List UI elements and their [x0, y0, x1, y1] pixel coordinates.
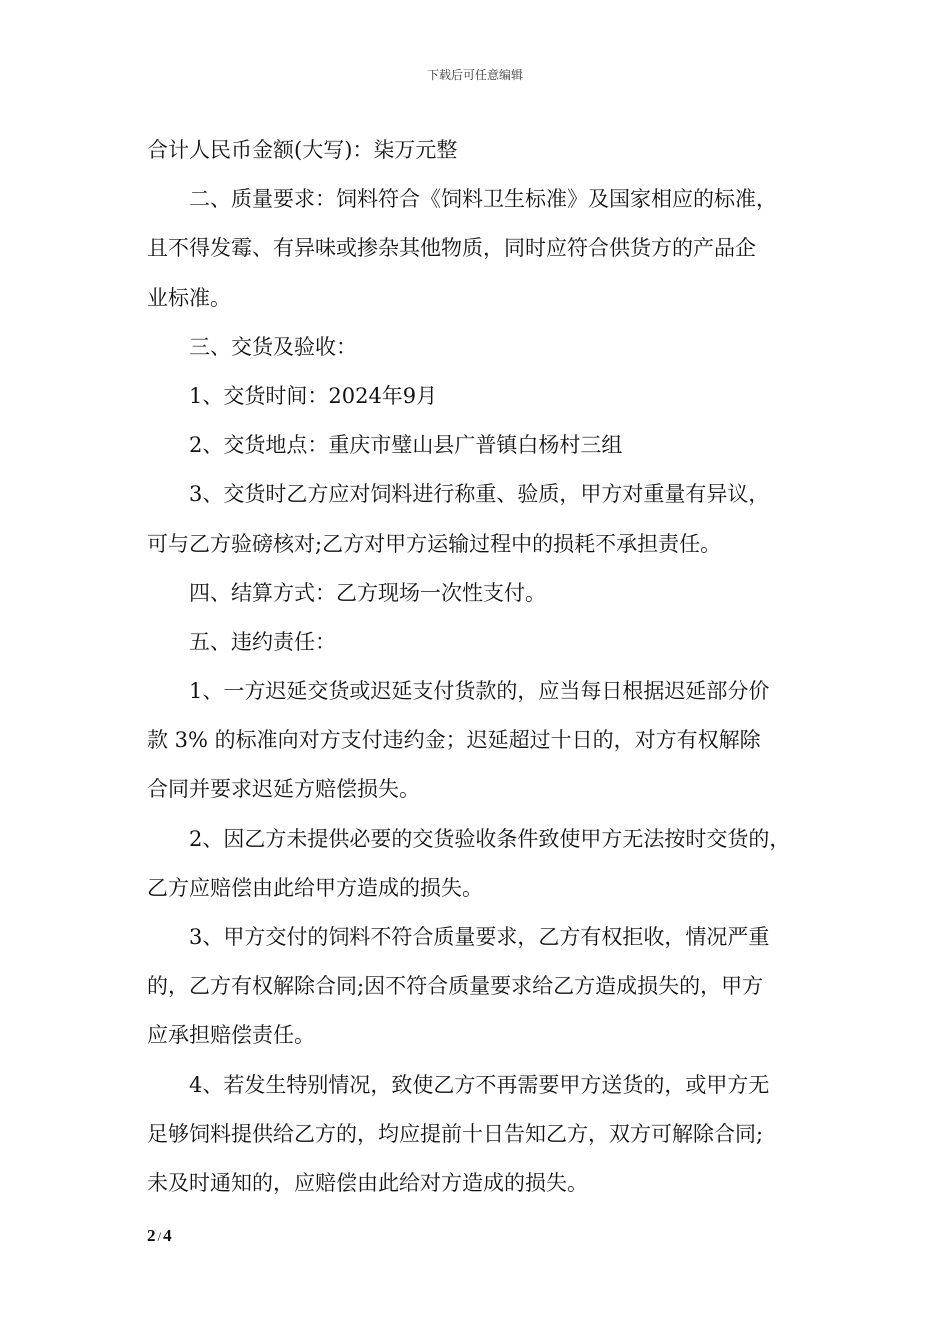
- paragraph-line: 二、质量要求：饲料符合《饲料卫生标准》及国家相应的标准，: [189, 187, 777, 212]
- page-number: [147, 1226, 172, 1246]
- section-heading: 四、结算方式：乙方现场一次性支付。: [189, 580, 546, 605]
- section-heading: 五、违约责任：: [189, 629, 336, 654]
- paragraph-line: 应承担赔偿责任。: [147, 1023, 315, 1048]
- paragraph-line: 款 3% 的标准向对方支付违约金；迟延超过十日的，对方有权解除: [147, 728, 761, 753]
- paragraph-line: 业标准。: [147, 285, 231, 310]
- header-note: 下载后可任意编辑: [426, 68, 523, 82]
- paragraph-line: 合同并要求迟延方赔偿损失。: [147, 777, 420, 802]
- document-body: [147, 126, 819, 1208]
- paragraph-line: 1、一方迟延交货或迟延支付货款的，应当每日根据迟延部分价: [189, 679, 770, 704]
- paragraph-line: 3、交货时乙方应对饲料进行称重、验质，甲方对重量有异议，: [189, 482, 770, 507]
- paragraph-line: 乙方应赔偿由此给甲方造成的损失。: [147, 875, 483, 900]
- paragraph-line: 的，乙方有权解除合同;因不符合质量要求给乙方造成损失的，甲方: [147, 974, 764, 999]
- page-separator: /: [157, 1229, 162, 1244]
- paragraph-line: 2、因乙方未提供必要的交货验收条件致使甲方无法按时交货的，: [189, 826, 791, 851]
- paragraph-line: 且不得发霉、有异味或掺杂其他物质，同时应符合供货方的产品企: [147, 236, 756, 261]
- paragraph-line: 足够饲料提供给乙方的，均应提前十日告知乙方，双方可解除合同;: [147, 1121, 764, 1146]
- section-heading: 三、交货及验收：: [189, 334, 357, 359]
- paragraph-line: 未及时通知的，应赔偿由此给对方造成的损失。: [147, 1170, 588, 1195]
- paragraph-line: 1、交货时间：2024年9月: [189, 383, 438, 408]
- paragraph-line: 合计人民币金额(大写)：柒万元整: [147, 138, 458, 162]
- page-current: 2: [147, 1226, 156, 1245]
- page-total: 4: [163, 1226, 172, 1245]
- paragraph-line: 2、交货地点：重庆市璧山县广普镇白杨村三组: [189, 433, 623, 458]
- paragraph-line: 4、若发生特别情况，致使乙方不再需要甲方送货的，或甲方无: [189, 1072, 770, 1097]
- paragraph-line: 可与乙方验磅核对;乙方对甲方运输过程中的损耗不承担责任。: [147, 531, 722, 556]
- paragraph-line: 3、甲方交付的饲料不符合质量要求，乙方有权拒收，情况严重: [189, 925, 770, 949]
